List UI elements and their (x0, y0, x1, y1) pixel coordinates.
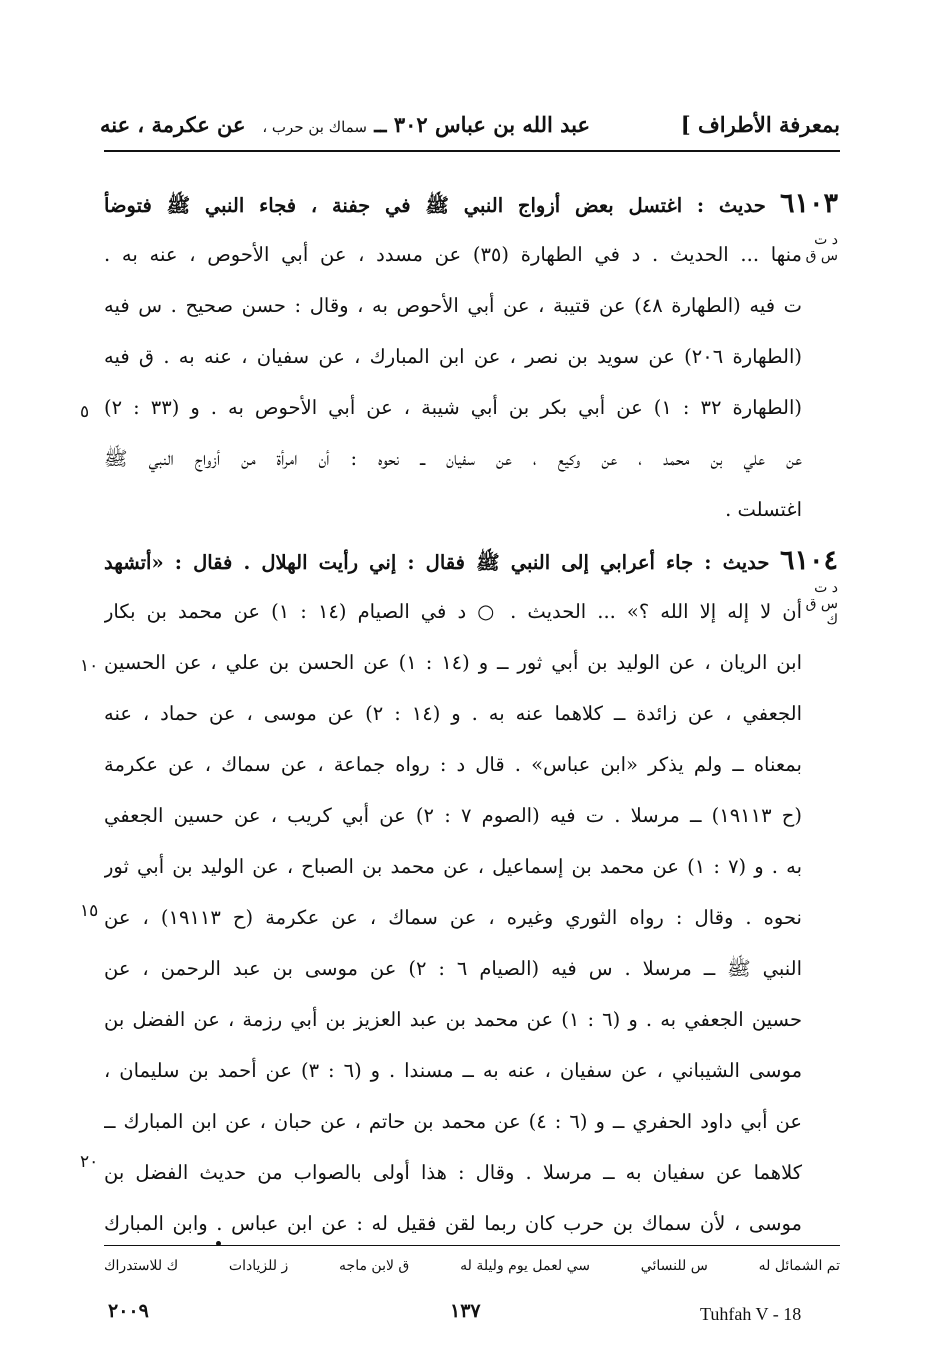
header-book-title: بمعرفة الأطراف ] (680, 112, 840, 137)
entry-number: ٦١٠٤ (780, 545, 838, 576)
entry-line: اغتسلت . (725, 498, 802, 521)
entry-line: أن لا إله إلا الله ؟» ... الحديث . ○ د في الصيام (١٤ : ١) عن محمد بن بكار (104, 600, 803, 623)
entry-line: كلاهما عن سفيان به ــ مرسلا . وقال : هذا أولى بالصواب من حديث الفضل بن (104, 1161, 802, 1184)
running-header (100, 108, 840, 148)
legend-item: سي لعمل يوم وليلة له (460, 1258, 590, 1274)
serial-number: ٢٠٠٩ (108, 1300, 149, 1322)
entry-6103-line-1 (104, 178, 838, 229)
entry-text: حديث : اغتسل بعض أزواج النبي ﷺ في جفنة ، فجاء النبي ﷺ فتوضأ (104, 194, 766, 217)
abbreviation-legend (104, 1258, 840, 1286)
entry-line: عن علي بن محمد ، عن وكيع ، عن سفيان ــ نحوه : أن امرأة من أزواج النبي ﷺ (104, 447, 802, 470)
entry-line: حسين الجعفي به . و (٦ : ١) عن محمد بن عبد العزيز بن أبي رزمة ، عن الفضل بن (104, 1008, 802, 1031)
legend-item: ز للزيادات (228, 1258, 289, 1274)
entry-line: به . و (٧ : ١) عن محمد بن إسماعيل ، عن محمد بن الصباح ، عن الوليد بن أبي ثور (104, 855, 803, 878)
entry-6104-codes: د ت س ق ك (805, 580, 838, 628)
entry-line: ت فيه (الطهارة ٤٨) عن قتيبة ، عن أبي الأحوص به ، وقال : حسن صحيح . س فيه (104, 294, 802, 317)
entry-line: (الطهارة ٢٠٦) عن سويد بن نصر ، عن ابن المبارك ، عن سفيان ، عنه به . ق فيه (104, 345, 802, 368)
footer-rule (104, 1245, 840, 1246)
entry-text: حديث : جاء أعرابي إلى النبي ﷺ فقال : إني رأيت الهلال . فقال : «أتشهد (104, 551, 770, 574)
entry-number: ٦١٠٣ (779, 188, 838, 219)
entry-line: موسى ، لأن سماك بن حرب كان ربما لقن فقيل له : عن ابن عباس . وابن المبارك (104, 1212, 802, 1235)
line-number-20: ٢٠ (80, 1152, 99, 1172)
entry-line: منها ... الحديث . د في الطهارة (٣٥) عن مسدد ، عن أبي الأحوص ، عنه به . (104, 243, 802, 266)
legend-item: ق لابن ماجه (339, 1258, 410, 1274)
line-number-5: ٥ (80, 402, 90, 422)
header-section-small: سماك بن حرب ، (262, 118, 367, 136)
entry-line: (الطهارة ٣٢ : ١) عن أبي بكر بن أبي شيبة ، عن أبي الأحوص به . و (٣٣ : ٢) (104, 396, 803, 419)
signature-mark: Tuhfah V - 18 (700, 1304, 802, 1324)
entry-line: نحوه . وقال : رواه الثوري وغيره ، عن سماك ، عن عكرمة (ح ١٩١١٣) ، عن (104, 906, 802, 929)
entry-line: الجعفي ، عن زائدة ــ كلاهما عنه به . و (١٤ : ٢) عن موسى ، عن حماد ، عنه (104, 702, 803, 725)
legend-item: س للنسائي (640, 1258, 708, 1274)
header-chain: عن عكرمة ، عنه (100, 112, 246, 137)
entry-line: ابن الريان ، عن الوليد بن أبي ثور ــ و (١٤ : ١) عن الحسن بن علي ، عن الحسين (104, 651, 802, 674)
line-number-10: ١٠ (80, 656, 99, 676)
entry-6104-line-1 (104, 535, 838, 586)
header-section-main: عبد الله بن عباس ٣٠٢ ــ (366, 112, 590, 137)
legend-item: ك للاستدراك (104, 1258, 179, 1274)
entry-line: بمعناه ــ ولم يذكر «ابن عباس» . قال د : رواه جماعة ، عن سماك ، عن عكرمة (104, 753, 802, 776)
page-number: ١٣٧ (450, 1300, 481, 1322)
entry-line: موسى الشيباني ، عن سفيان ، عنه به ــ مسندا . و (٦ : ٣) عن أحمد بن سليمان ، (104, 1059, 803, 1082)
header-section (262, 112, 590, 137)
header-rule (104, 150, 840, 152)
main-text (104, 178, 838, 1249)
entry-6103-codes: د ت س ق (805, 232, 838, 264)
entry-line: النبي ﷺ ــ مرسلا . س فيه (الصيام ٦ : ٢) عن موسى بن عبد الرحمن ، عن (104, 957, 802, 980)
entry-line: (ح ١٩١١٣) ــ مرسلا . ت فيه (الصوم ٧ : ٢) عن أبي كريب ، عن حسين الجعفي (104, 804, 802, 827)
entry-line: عن أبي داود الحفري ــ و (٦ : ٤) عن محمد بن حاتم ، عن حبان ، عن ابن المبارك ــ (104, 1110, 803, 1133)
line-number-15: ١٥ (80, 901, 99, 921)
legend-item: تم الشمائل له (758, 1258, 840, 1274)
